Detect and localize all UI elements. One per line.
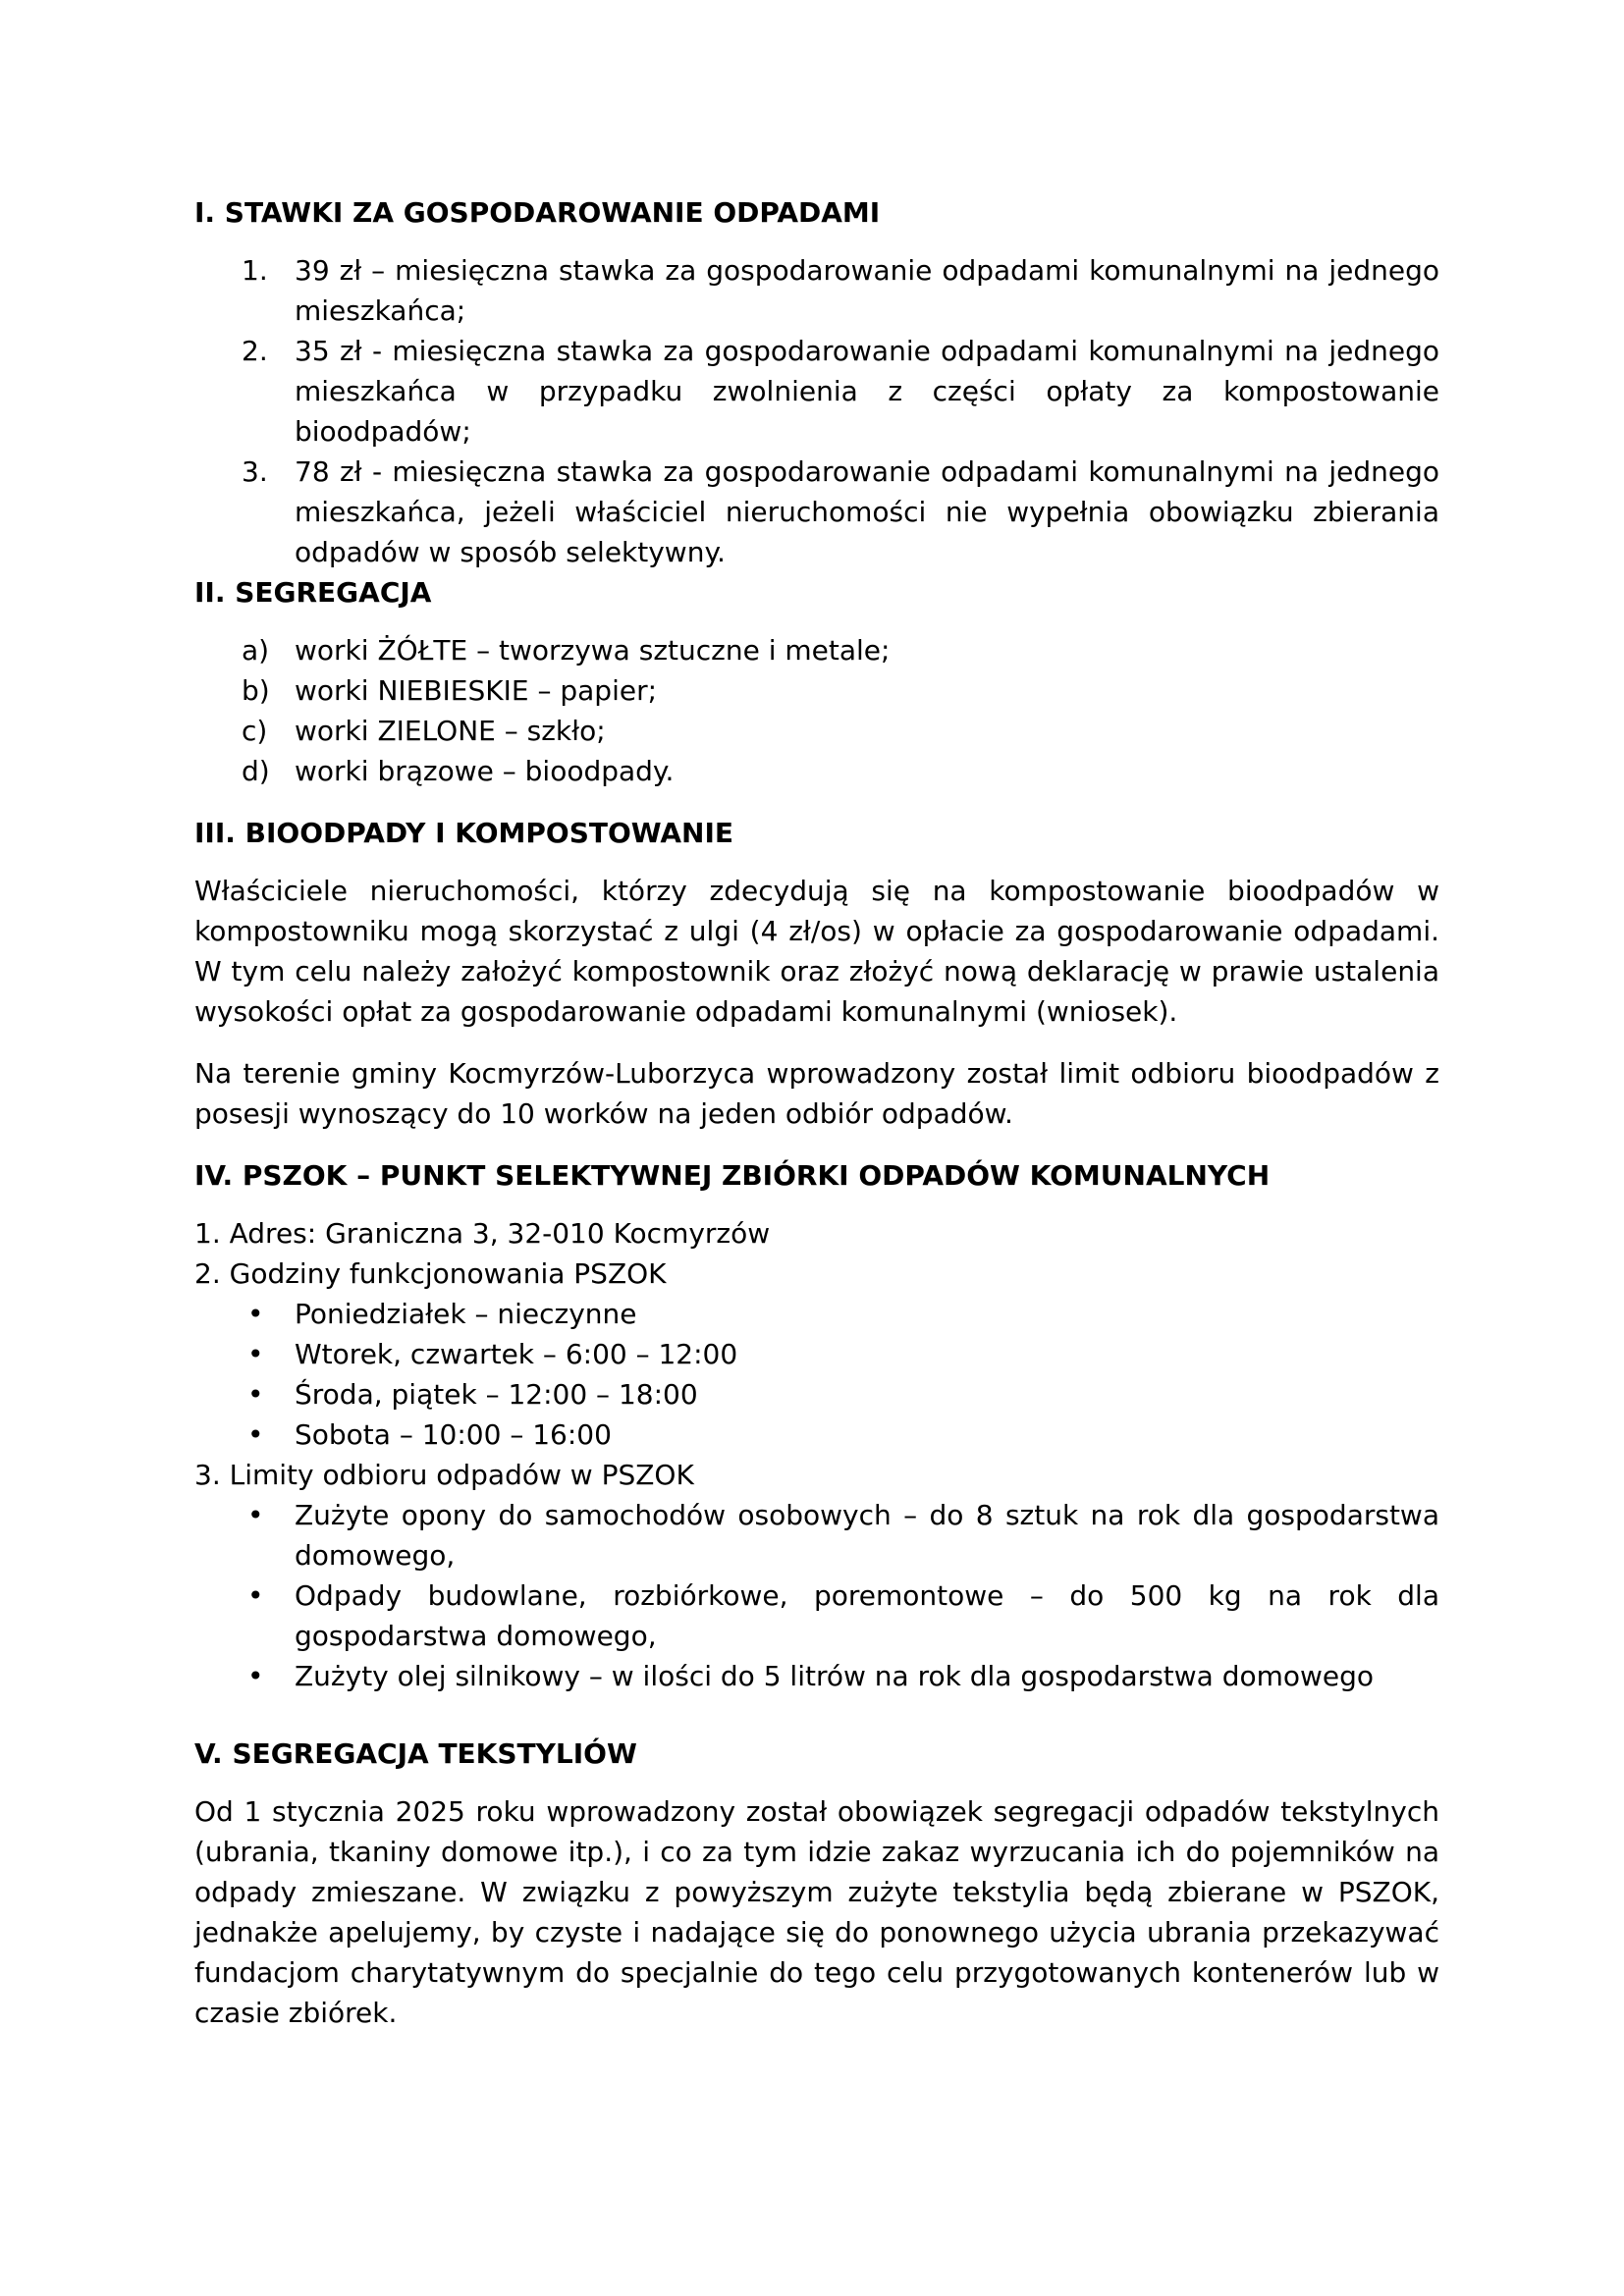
list-item [194,1575,1439,1656]
bullet-icon: • [247,1579,264,1612]
list-item-text: 39 zł – miesięczna stawka za gospodarowanie odpadami komunalnymi na jednego mieszkańca; [295,254,1439,327]
list-item-text: Poniedziałek – nieczynne [295,1298,637,1330]
list-item [194,331,1439,452]
pszok-hours-title: 2. Godziny funkcjonowania PSZOK [194,1257,667,1290]
section-heading-textiles: V. SEGREGACJA TEKSTYLIÓW [194,1737,637,1770]
bullet-icon: • [247,1338,264,1370]
list-item-text: worki ZIELONE – szkło; [295,715,606,747]
bullet-icon: • [247,1499,264,1531]
bullet-icon: • [247,1418,264,1451]
document-page [194,192,1439,2033]
list-item-text: Wtorek, czwartek – 6:00 – 12:00 [295,1338,738,1370]
list-item [194,711,1439,751]
pszok-limits-list [194,1495,1439,1696]
section-heading-pszok: IV. PSZOK – PUNKT SELEKTYWNEJ ZBIÓRKI ODPADÓW KOMUNALNYCH [194,1159,1271,1192]
pszok-limits-title: 3. Limity odbioru odpadów w PSZOK [194,1459,694,1491]
section-heading-biowaste: III. BIOODPADY I KOMPOSTOWANIE [194,817,734,849]
list-item-text: 78 zł - miesięczna stawka za gospodarowanie odpadami komunalnymi na jednego mieszkańca, jeżeli właściciel nieruchomości nie wypełnia obowiązku zbierania odpadów w sposób selektywny. [295,455,1439,568]
biowaste-paragraph: Właściciele nieruchomości, którzy zdecydują się na kompostowanie bioodpadów w kompostowniku mogą skorzystać z ulgi (4 zł/os) w opłacie za gospodarowanie odpadami. W tym celu należy założyć kompostownik oraz złożyć nową deklarację w prawie ustalenia wysokości opłat za gospodarowanie odpadami komunalnymi (wniosek). [194,875,1439,1028]
list-marker: 1. [242,254,268,287]
list-item [194,452,1439,572]
list-item-text: worki ŻÓŁTE – tworzywa sztuczne i metale; [295,634,891,667]
list-item [194,1334,1439,1374]
pszok-hours-list [194,1294,1439,1455]
biowaste-limit-paragraph: Na terenie gminy Kocmyrzów-Luborzyca wprowadzony został limit odbioru bioodpadów z posesji wynoszący do 10 worków na jeden odbiór odpadów. [194,1057,1439,1130]
list-item [194,1656,1439,1696]
list-item [194,1495,1439,1575]
pszok-address: 1. Adres: Graniczna 3, 32-010 Kocmyrzów [194,1217,771,1250]
list-marker: b) [242,674,270,707]
list-item [194,751,1439,791]
list-item-text: Środa, piątek – 12:00 – 18:00 [295,1378,698,1411]
list-item [194,1415,1439,1455]
segregation-list [194,630,1439,791]
list-item-text: 35 zł - miesięczna stawka za gospodarowanie odpadami komunalnymi na jednego mieszkańca w przypadku zwolnienia z części opłaty za kompostowanie bioodpadów; [295,335,1439,448]
bullet-icon: • [247,1298,264,1330]
list-item [194,1374,1439,1415]
textiles-paragraph: Od 1 stycznia 2025 roku wprowadzony został obowiązek segregacji odpadów tekstylnych (ubrania, tkaniny domowe itp.), i co za tym idzie zakaz wyrzucania ich do pojemników na odpady zmieszane. W związku z powyższym zużyte tekstylia będą zbierane w PSZOK, jednakże apelujemy, by czyste i nadające się do ponownego użycia ubrania przekazywać fundacjom charytatywnym do specjalnie do tego celu przygotowanych kontenerów lub w czasie zbiórek. [194,1795,1439,2029]
list-marker: 3. [242,455,268,488]
list-item-text: Sobota – 10:00 – 16:00 [295,1418,612,1451]
list-item-text: worki brązowe – bioodpady. [295,755,675,787]
bullet-icon: • [247,1660,264,1692]
list-item [194,630,1439,670]
list-item-text: Zużyty olej silnikowy – w ilości do 5 litrów na rok dla gospodarstwa domowego [295,1660,1375,1692]
list-item [194,670,1439,711]
list-marker: c) [242,715,268,747]
list-marker: 2. [242,335,268,367]
bullet-icon: • [247,1378,264,1411]
rates-list [194,250,1439,572]
section-heading-segregation: II. SEGREGACJA [194,576,432,609]
list-marker: a) [242,634,270,667]
list-marker: d) [242,755,270,787]
list-item [194,1294,1439,1334]
section-heading-rates: I. STAWKI ZA GOSPODAROWANIE ODPADAMI [194,196,881,229]
list-item-text: Odpady budowlane, rozbiórkowe, poremontowe – do 500 kg na rok dla gospodarstwa domowego, [295,1579,1439,1652]
list-item-text: worki NIEBIESKIE – papier; [295,674,658,707]
list-item [194,250,1439,331]
list-item-text: Zużyte opony do samochodów osobowych – do 8 sztuk na rok dla gospodarstwa domowego, [295,1499,1439,1572]
